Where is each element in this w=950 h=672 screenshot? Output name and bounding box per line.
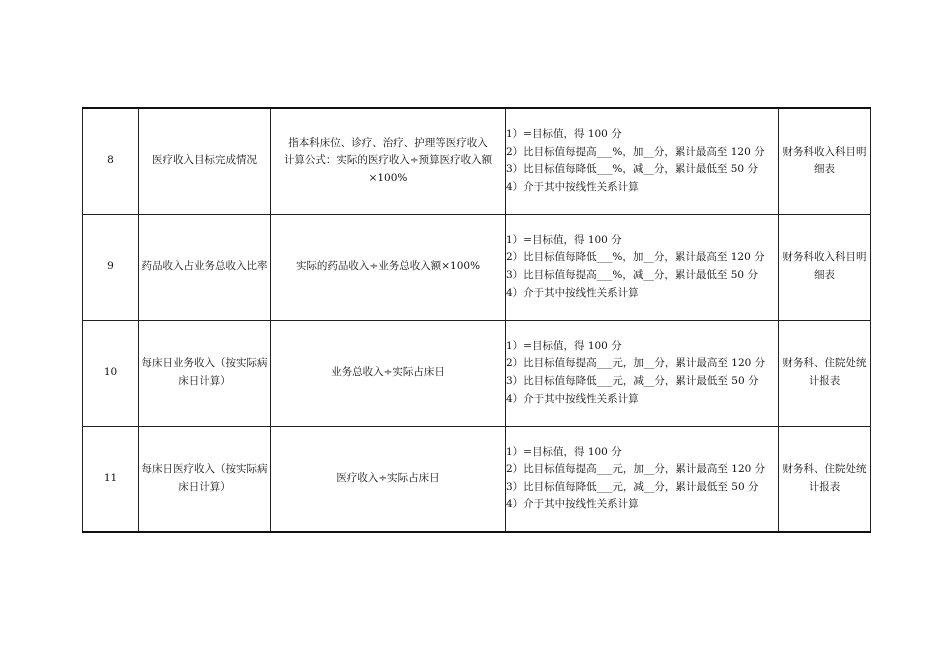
scoring-rule: 3）比目标值每降低___%，减__分，累计最低至 50 分 <box>506 163 758 176</box>
scoring-rule: 4）介于其中按线性关系计算 <box>506 392 639 405</box>
table-row <box>83 214 871 320</box>
table-row <box>83 108 871 214</box>
formula-line: 计算公式：实际的医疗收入÷预算医疗收入额×100% <box>283 154 493 185</box>
row-number: 8 <box>83 108 139 214</box>
scoring-rules-cell <box>506 214 779 320</box>
data-source: 财务科收入科目明细表 <box>779 108 871 214</box>
scoring-rule: 2）比目标值每提高___%，加__分，累计最高至 120 分 <box>506 145 765 158</box>
scoring-rule: 2）比目标值每提高___元，加__分，累计最高至 120 分 <box>506 463 766 476</box>
data-source: 财务科、住院处统计报表 <box>779 426 871 532</box>
row-number: 11 <box>83 426 139 532</box>
formula-cell <box>271 426 506 532</box>
row-number: 10 <box>83 320 139 426</box>
indicator-name: 药品收入占业务总收入比率 <box>139 214 271 320</box>
data-source: 财务科收入科目明细表 <box>779 214 871 320</box>
formula-line: 指本科床位、诊疗、治疗、护理等医疗收入 <box>288 136 488 149</box>
formula-cell <box>271 214 506 320</box>
scoring-rules-cell <box>506 320 779 426</box>
scoring-rule: 1）=目标值，得 100 分 <box>506 445 622 458</box>
data-source: 财务科、住院处统计报表 <box>779 320 871 426</box>
table-row <box>83 426 871 532</box>
scoring-rule: 1）=目标值，得 100 分 <box>506 339 622 352</box>
scoring-rule: 2）比目标值每提高___元，加__分，累计最高至 120 分 <box>506 357 766 370</box>
scoring-rules-cell <box>506 108 779 214</box>
scoring-rule: 1）=目标值，得 100 分 <box>506 128 622 141</box>
indicator-table <box>82 107 871 533</box>
indicator-name: 每床日业务收入（按实际病床日计算） <box>139 320 271 426</box>
scoring-rule: 3）比目标值每降低___元，减__分，累计最低至 50 分 <box>506 480 759 493</box>
scoring-rule: 3）比目标值每降低___元，减__分，累计最低至 50 分 <box>506 375 759 387</box>
scoring-rules-cell <box>506 426 779 532</box>
formula-line: 实际的药品收入÷业务总收入额×100% <box>295 260 481 273</box>
indicator-name: 每床日医疗收入（按实际病床日计算） <box>139 426 271 532</box>
scoring-rule: 4）介于其中按线性关系计算 <box>506 498 639 511</box>
scoring-rule: 4）介于其中按线性关系计算 <box>506 180 639 193</box>
formula-cell <box>271 320 506 426</box>
formula-line: 业务总收入÷实际占床日 <box>331 366 445 379</box>
formula-cell <box>271 108 506 214</box>
row-number: 9 <box>83 214 139 320</box>
scoring-rule: 4）介于其中按线性关系计算 <box>506 286 639 299</box>
scoring-rule: 3）比目标值每提高___%，减__分，累计最低至 50 分 <box>506 269 758 281</box>
indicator-name: 医疗收入目标完成情况 <box>139 108 271 214</box>
scoring-rule: 1）=目标值，得 100 分 <box>506 233 622 246</box>
scoring-rule: 2）比目标值每降低___%，加__分，累计最高至 120 分 <box>506 251 765 264</box>
formula-line: 医疗收入÷实际占床日 <box>336 471 440 484</box>
table-row <box>83 320 871 426</box>
